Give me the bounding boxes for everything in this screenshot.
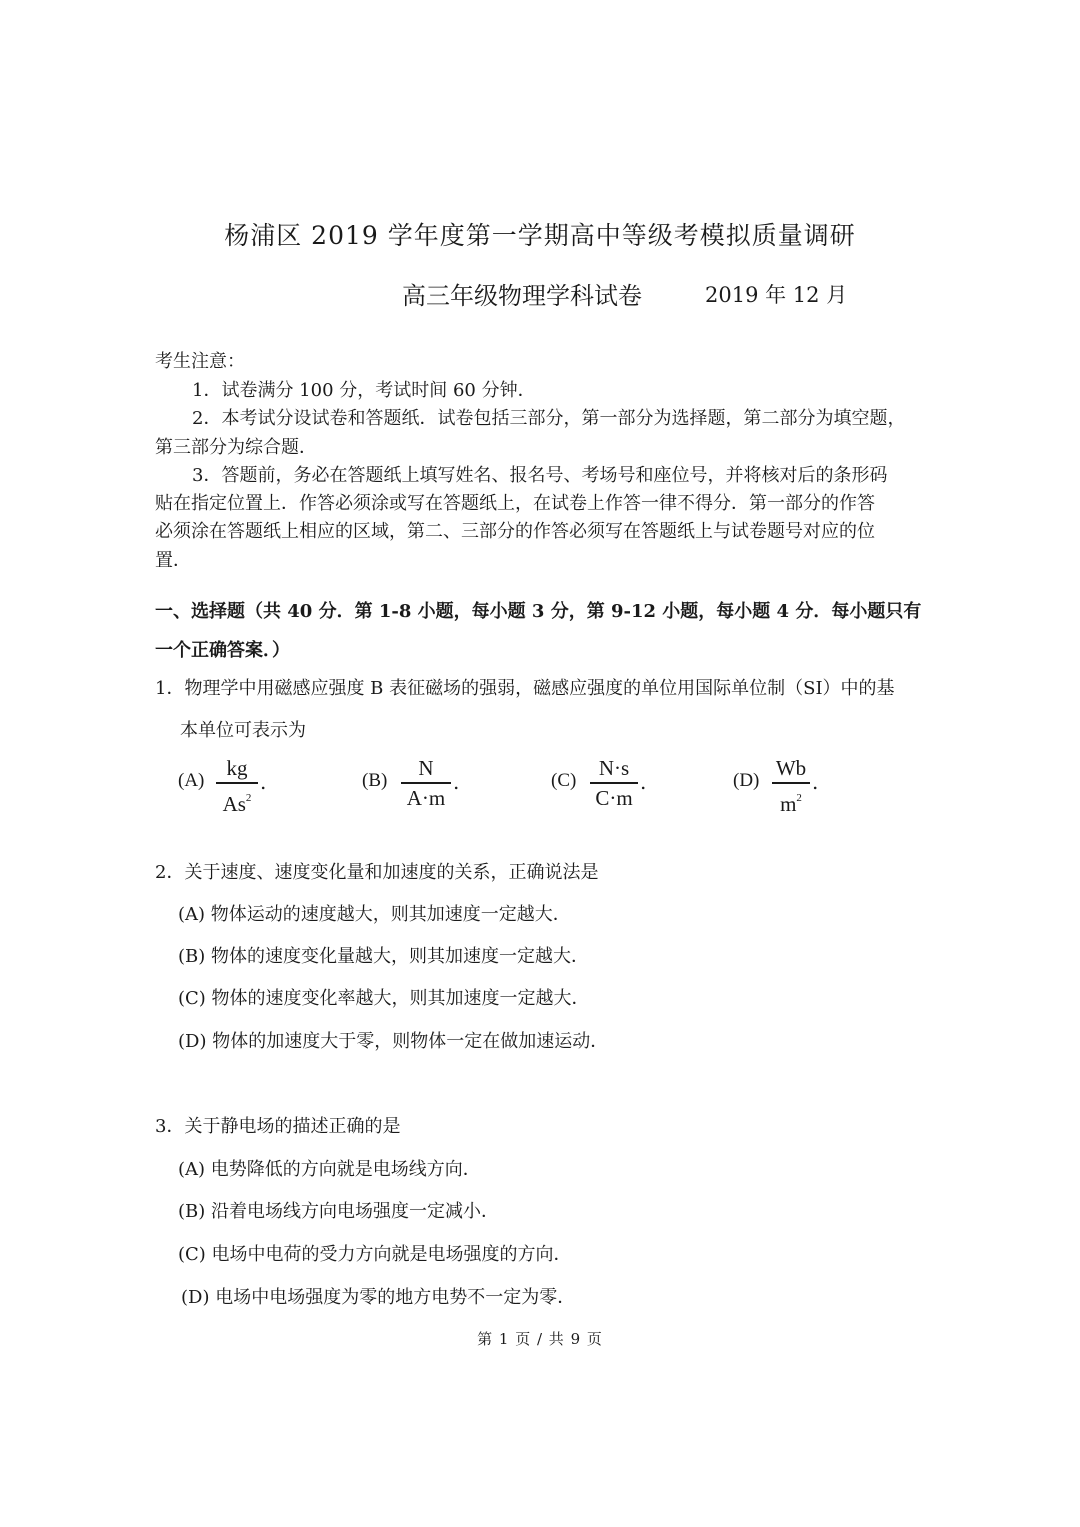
q3-option-b: (B) 沿着电场线方向电场强度一定减小． bbox=[178, 1201, 499, 1222]
section-1-heading-line-1: 一、选择题（共 40 分．第 1-8 小题，每小题 3 分，第 9-12 小题，每小题 4 分．每小题只有 bbox=[155, 601, 922, 622]
q1-option-c-label: (C) bbox=[551, 770, 577, 791]
q2-option-d: (D) 物体的加速度大于零，则物体一定在做加速运动． bbox=[178, 1031, 609, 1052]
notice-item-3-line-4: 置． bbox=[155, 550, 191, 571]
q2-stem: 2．关于速度、速度变化量和加速度的关系，正确说法是 bbox=[155, 862, 599, 883]
q1-option-a-exponent: 2 bbox=[245, 791, 252, 804]
q1-option-c-numerator: N·s bbox=[598, 756, 630, 780]
page-number-footer: 第 1 页 / 共 9 页 bbox=[477, 1330, 603, 1348]
notice-item-3-line-2: 贴在指定位置上．作答必须涂或写在答题纸上，在试卷上作答一律不得分．第一部分的作答 bbox=[155, 493, 875, 514]
q1-option-b-denominator: A·m bbox=[406, 785, 446, 810]
q1-option-d-period: . bbox=[812, 770, 819, 794]
q1-stem-line-1: 1．物理学中用磁感应强度 B 表征磁场的强弱，磁感应强度的单位用国际单位制（SI）中的基 bbox=[155, 678, 895, 699]
q1-stem-line-2: 本单位可表示为 bbox=[180, 720, 306, 741]
q3-stem: 3．关于静电场的描述正确的是 bbox=[155, 1116, 401, 1137]
q2-option-c: (C) 物体的速度变化率越大，则其加速度一定越大． bbox=[178, 988, 590, 1009]
exam-date: 2019 年 12 月 bbox=[705, 283, 848, 307]
q1-option-a-numerator: kg bbox=[226, 756, 248, 780]
exam-title: 杨浦区 2019 学年度第一学期高中等级考模拟质量调研 bbox=[224, 221, 856, 250]
q1-option-a-label: (A) bbox=[178, 770, 205, 791]
q1-option-b-fraction bbox=[401, 756, 451, 810]
q3-option-c: (C) 电场中电荷的受力方向就是电场强度的方向． bbox=[178, 1244, 572, 1265]
q2-option-a: (A) 物体运动的速度越大，则其加速度一定越大． bbox=[178, 904, 571, 925]
q1-option-b-numerator: N bbox=[418, 756, 434, 780]
q1-option-c-denominator: C·m bbox=[595, 785, 633, 810]
notice-item-1: 1．试卷满分 100 分，考试时间 60 分钟． bbox=[192, 380, 536, 401]
q1-option-d-label: (D) bbox=[733, 770, 760, 791]
q1-option-b-label: (B) bbox=[362, 770, 388, 791]
q1-option-d-numerator: Wb bbox=[775, 756, 807, 780]
notice-item-3-line-1: 3．答题前，务必在答题纸上填写姓名、报名号、考场号和座位号，并将核对后的条形码 bbox=[192, 465, 888, 486]
section-1-heading-line-2: 一个正确答案．） bbox=[155, 640, 290, 661]
q1-option-d-denominator: m bbox=[780, 791, 797, 816]
notice-item-2-line-2: 第三部分为综合题． bbox=[155, 437, 317, 458]
exam-subtitle: 高三年级物理学科试卷 bbox=[402, 282, 642, 310]
notice-item-2-line-1: 2．本考试分设试卷和答题纸．试卷包括三部分，第一部分为选择题，第二部分为填空题， bbox=[192, 408, 906, 429]
q1-option-b-period: . bbox=[453, 770, 460, 794]
q1-option-a-denominator: As bbox=[222, 791, 246, 816]
notice-item-3-line-3: 必须涂在答题纸上相应的区域，第二、三部分的作答必须写在答题纸上与试卷题号对应的位 bbox=[155, 521, 875, 542]
q2-option-b: (B) 物体的速度变化量越大，则其加速度一定越大． bbox=[178, 946, 589, 967]
q1-option-d-fraction bbox=[772, 756, 810, 816]
q1-option-d-exponent: 2 bbox=[796, 791, 802, 804]
q1-option-c-fraction bbox=[590, 756, 638, 810]
notice-heading: 考生注意： bbox=[155, 351, 245, 372]
q3-option-d: (D) 电场中电场强度为零的地方电势不一定为零． bbox=[181, 1287, 576, 1308]
q1-option-a-fraction bbox=[216, 756, 258, 816]
q1-option-a-period: . bbox=[260, 770, 267, 794]
q1-option-c-period: . bbox=[640, 770, 647, 794]
q3-option-a: (A) 电势降低的方向就是电场线方向． bbox=[178, 1159, 481, 1180]
